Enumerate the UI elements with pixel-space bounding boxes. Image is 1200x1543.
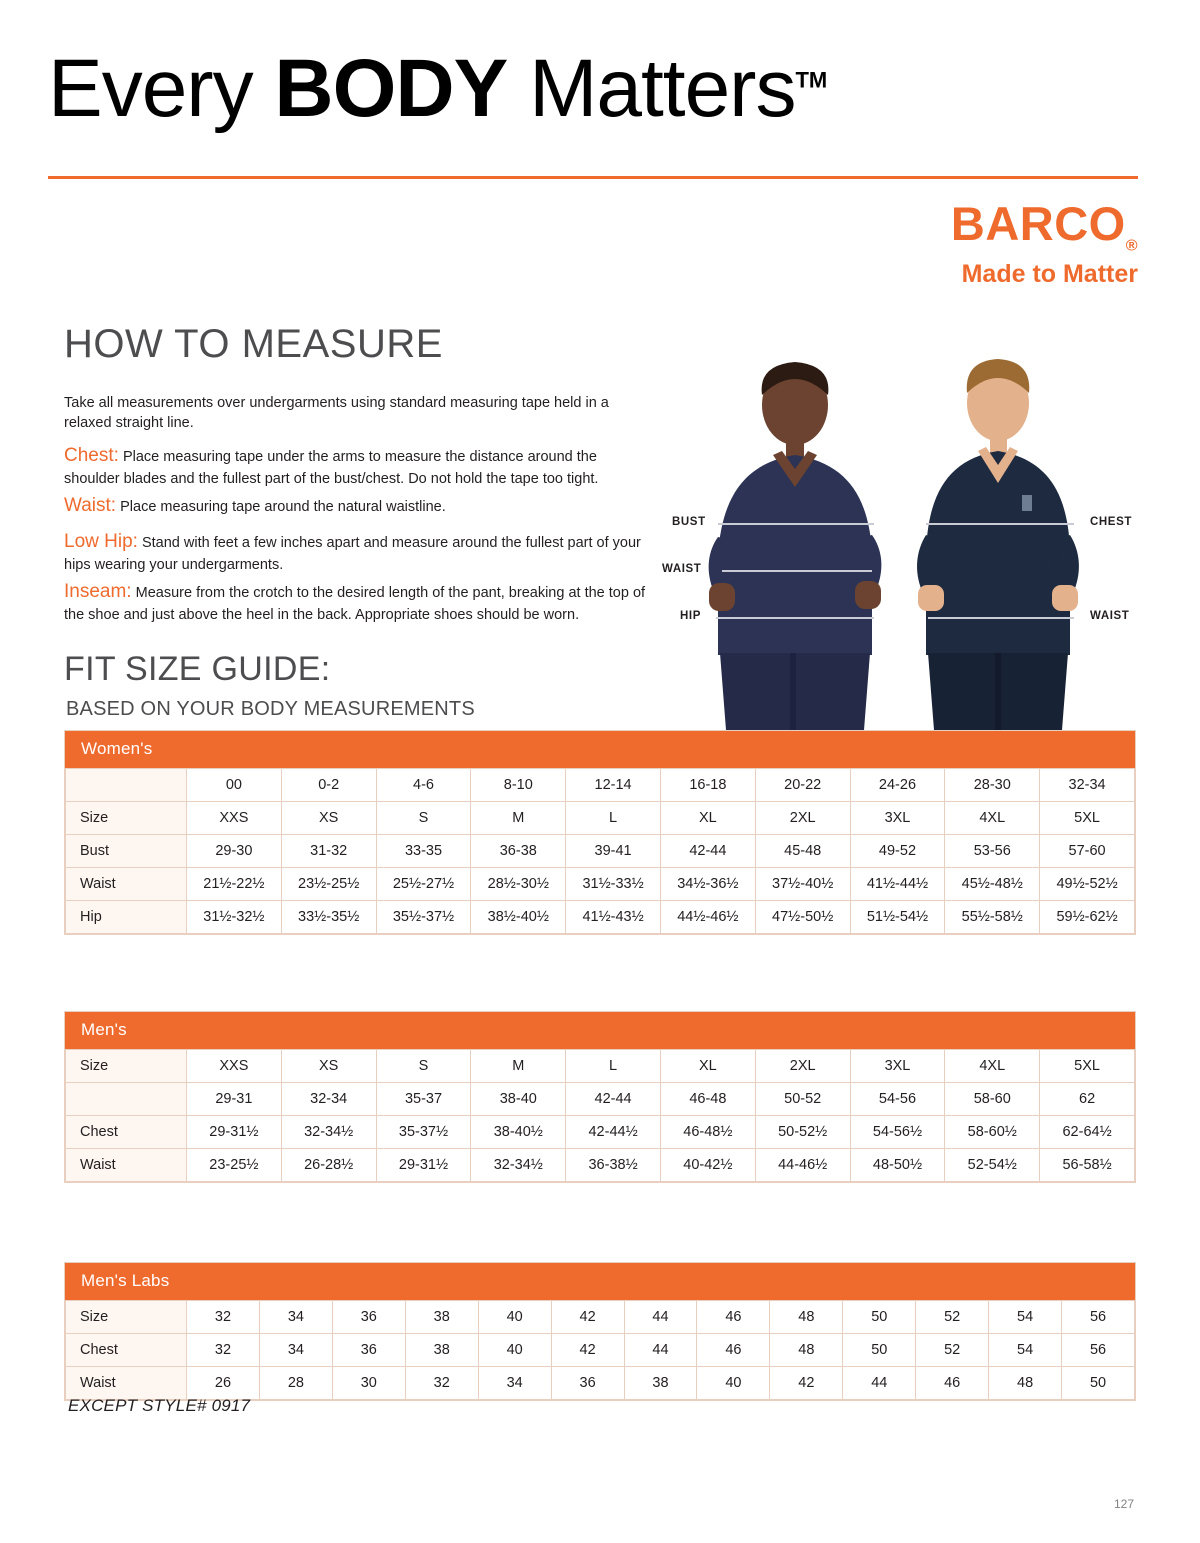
- mens-labs-size-table: [64, 1262, 1136, 1401]
- cell: XXS: [187, 802, 282, 835]
- cell: 46-48½: [660, 1116, 755, 1149]
- cell: 40-42½: [660, 1149, 755, 1182]
- cell: 4-6: [376, 769, 471, 802]
- waist-tape-line-female: [722, 570, 872, 572]
- measure-text-low-hip: Stand with feet a few inches apart and measure around the fullest part of your hips wearing your undergarments.: [64, 535, 641, 574]
- cell: 46: [697, 1301, 770, 1334]
- table-row: [66, 835, 1135, 868]
- row-label: Hip: [66, 901, 187, 934]
- page-number: 127: [1113, 1497, 1134, 1511]
- cell: 48: [989, 1367, 1062, 1400]
- cell: 50: [843, 1301, 916, 1334]
- cell: 2XL: [755, 802, 850, 835]
- row-label: Chest: [66, 1116, 187, 1149]
- cell: 37½-40½: [755, 868, 850, 901]
- cell: 50-52½: [755, 1116, 850, 1149]
- cell: 36: [551, 1367, 624, 1400]
- cell: 26-28½: [281, 1149, 376, 1182]
- table-row: [66, 1367, 1135, 1400]
- row-label: Size: [66, 1050, 187, 1083]
- cell: 54-56: [850, 1083, 945, 1116]
- female-model-figure: [709, 362, 882, 730]
- cell: 32-34½: [281, 1116, 376, 1149]
- label-waist-right: WAIST: [1090, 610, 1130, 622]
- cell: 36: [332, 1334, 405, 1367]
- womens-size-table: [64, 730, 1136, 935]
- cell: 34: [259, 1334, 332, 1367]
- cell: 45½-48½: [945, 868, 1040, 901]
- cell: 38-40½: [471, 1116, 566, 1149]
- hip-tape-line: [716, 617, 874, 619]
- cell: 28: [259, 1367, 332, 1400]
- cell: 35-37½: [376, 1116, 471, 1149]
- cell: 54-56½: [850, 1116, 945, 1149]
- cell: 56-58½: [1040, 1149, 1135, 1182]
- cell: 42-44: [660, 835, 755, 868]
- cell: 53-56: [945, 835, 1040, 868]
- cell: 52-54½: [945, 1149, 1040, 1182]
- cell: 48-50½: [850, 1149, 945, 1182]
- mens-labs-table-title: Men's Labs: [65, 1263, 1135, 1300]
- womens-table-grid: [65, 768, 1135, 934]
- cell: 0-2: [281, 769, 376, 802]
- table-row: [66, 802, 1135, 835]
- cell: 38: [405, 1301, 478, 1334]
- cell: 49-52: [850, 835, 945, 868]
- cell: 29-30: [187, 835, 282, 868]
- row-label: [66, 1083, 187, 1116]
- cell: 46-48: [660, 1083, 755, 1116]
- cell: 58-60: [945, 1083, 1040, 1116]
- measure-text-chest: Place measuring tape under the arms to measure the distance around the shoulder blades and the fullest part of the bust/chest. Do not hold the tape too tight.: [64, 449, 599, 488]
- cell: XS: [281, 1050, 376, 1083]
- table-row: [66, 1301, 1135, 1334]
- cell: 51½-54½: [850, 901, 945, 934]
- cell: 54: [989, 1334, 1062, 1367]
- measure-text-inseam: Measure from the crotch to the desired length of the pant, breaking at the top of the shoe and just above the heel in the back. Appropriate shoes should be worn.: [64, 585, 646, 624]
- how-to-measure-heading: HOW TO MEASURE: [64, 322, 443, 366]
- cell: 41½-44½: [850, 868, 945, 901]
- cell: 29-31: [187, 1083, 282, 1116]
- row-label: Waist: [66, 868, 187, 901]
- cell: 36: [332, 1301, 405, 1334]
- measure-item-inseam: [64, 579, 650, 625]
- table-row: [66, 1334, 1135, 1367]
- cell: M: [471, 1050, 566, 1083]
- cell: 50: [843, 1334, 916, 1367]
- cell: 44: [843, 1367, 916, 1400]
- row-label: Waist: [66, 1367, 187, 1400]
- fit-size-guide-subheading: BASED ON YOUR BODY MEASUREMENTS: [66, 698, 475, 720]
- cell: 28½-30½: [471, 868, 566, 901]
- cell: 33-35: [376, 835, 471, 868]
- cell: 5XL: [1040, 1050, 1135, 1083]
- measure-term-chest: Chest:: [64, 445, 119, 466]
- brand-name-text: BARCO: [950, 197, 1126, 250]
- cell: 4XL: [945, 1050, 1040, 1083]
- cell: 32-34½: [471, 1149, 566, 1182]
- cell: 44-46½: [755, 1149, 850, 1182]
- table-row: [66, 769, 1135, 802]
- cell: 32: [187, 1334, 260, 1367]
- header-divider: [48, 176, 1138, 179]
- cell: 44: [624, 1334, 697, 1367]
- cell: 5XL: [1040, 802, 1135, 835]
- cell: 45-48: [755, 835, 850, 868]
- cell: 35½-37½: [376, 901, 471, 934]
- label-hip: HIP: [680, 610, 701, 622]
- label-chest: CHEST: [1090, 516, 1132, 528]
- bust-tape-line: [718, 523, 874, 525]
- cell: 4XL: [945, 802, 1040, 835]
- male-model-figure: [917, 359, 1079, 730]
- cell: 62-64½: [1040, 1116, 1135, 1149]
- cell: 38: [405, 1334, 478, 1367]
- cell: 59½-62½: [1040, 901, 1135, 934]
- cell: 52: [916, 1301, 989, 1334]
- page-title: [48, 43, 828, 134]
- cell: 46: [697, 1334, 770, 1367]
- measure-item-chest: [64, 443, 650, 489]
- brand-lockup: [950, 197, 1138, 289]
- waist-tape-line-male: [928, 617, 1074, 619]
- title-part-1: Every: [48, 43, 275, 134]
- cell: 3XL: [850, 1050, 945, 1083]
- cell: 36-38½: [566, 1149, 661, 1182]
- cell: 42: [770, 1367, 843, 1400]
- measure-item-waist: [64, 493, 650, 519]
- mens-table-title: Men's: [65, 1012, 1135, 1049]
- mens-size-table: [64, 1011, 1136, 1183]
- row-label: Waist: [66, 1149, 187, 1182]
- cell: 30: [332, 1367, 405, 1400]
- brand-tagline: Made to Matter: [961, 260, 1138, 289]
- cell: 34: [478, 1367, 551, 1400]
- cell: 47½-50½: [755, 901, 850, 934]
- row-label: Size: [66, 1301, 187, 1334]
- cell: 38-40: [471, 1083, 566, 1116]
- cell: 32-34: [281, 1083, 376, 1116]
- cell: 25½-27½: [376, 868, 471, 901]
- cell: 23½-25½: [281, 868, 376, 901]
- title-part-2: BODY: [274, 43, 508, 134]
- cell: XXS: [187, 1050, 282, 1083]
- cell: 42: [551, 1301, 624, 1334]
- row-label: [66, 769, 187, 802]
- cell: XL: [660, 1050, 755, 1083]
- cell: 33½-35½: [281, 901, 376, 934]
- title-part-3: Matters: [507, 43, 796, 134]
- cell: 29-31½: [187, 1116, 282, 1149]
- cell: 3XL: [850, 802, 945, 835]
- table-row: [66, 868, 1135, 901]
- label-bust: BUST: [672, 516, 706, 528]
- cell: 26: [187, 1367, 260, 1400]
- cell: 44½-46½: [660, 901, 755, 934]
- cell: 40: [478, 1301, 551, 1334]
- table-row: [66, 901, 1135, 934]
- cell: 41½-43½: [566, 901, 661, 934]
- cell: 28-30: [945, 769, 1040, 802]
- cell: 29-31½: [376, 1149, 471, 1182]
- cell: 39-41: [566, 835, 661, 868]
- cell: XL: [660, 802, 755, 835]
- cell: S: [376, 1050, 471, 1083]
- cell: 50: [1062, 1367, 1135, 1400]
- cell: 42-44½: [566, 1116, 661, 1149]
- cell: 56: [1062, 1334, 1135, 1367]
- measure-term-inseam: Inseam:: [64, 581, 132, 602]
- mens-table-grid: [65, 1049, 1135, 1182]
- cell: 16-18: [660, 769, 755, 802]
- cell: 34½-36½: [660, 868, 755, 901]
- cell: 12-14: [566, 769, 661, 802]
- cell: 48: [770, 1301, 843, 1334]
- cell: 31½-33½: [566, 868, 661, 901]
- cell: 48: [770, 1334, 843, 1367]
- footnote: EXCEPT STYLE# 0917: [68, 1396, 251, 1415]
- cell: 44: [624, 1301, 697, 1334]
- cell: 56: [1062, 1301, 1135, 1334]
- table-row: [66, 1149, 1135, 1182]
- cell: 55½-58½: [945, 901, 1040, 934]
- cell: 46: [916, 1367, 989, 1400]
- cell: 00: [187, 769, 282, 802]
- cell: 23-25½: [187, 1149, 282, 1182]
- cell: 50-52: [755, 1083, 850, 1116]
- row-label: Bust: [66, 835, 187, 868]
- row-label: Size: [66, 802, 187, 835]
- brand-name: [950, 197, 1138, 255]
- measure-term-waist: Waist:: [64, 495, 117, 516]
- cell: 24-26: [850, 769, 945, 802]
- model-figures: [650, 355, 1150, 730]
- measure-term-low-hip: Low Hip:: [64, 531, 138, 552]
- table-row: [66, 1116, 1135, 1149]
- cell: 20-22: [755, 769, 850, 802]
- models-illustration: [650, 355, 1150, 730]
- cell: 38½-40½: [471, 901, 566, 934]
- row-label: Chest: [66, 1334, 187, 1367]
- cell: 49½-52½: [1040, 868, 1135, 901]
- cell: 40: [478, 1334, 551, 1367]
- cell: 40: [697, 1367, 770, 1400]
- cell: 42: [551, 1334, 624, 1367]
- cell: 42-44: [566, 1083, 661, 1116]
- cell: M: [471, 802, 566, 835]
- cell: 35-37: [376, 1083, 471, 1116]
- cell: 32: [187, 1301, 260, 1334]
- table-row: [66, 1083, 1135, 1116]
- fit-size-guide-heading: FIT SIZE GUIDE:: [64, 650, 331, 688]
- womens-table-title: Women's: [65, 731, 1135, 768]
- measure-text-waist: Place measuring tape around the natural waistline.: [120, 499, 446, 515]
- cell: 2XL: [755, 1050, 850, 1083]
- cell: 54: [989, 1301, 1062, 1334]
- cell: 34: [259, 1301, 332, 1334]
- cell: 31½-32½: [187, 901, 282, 934]
- registered-icon: ®: [1125, 237, 1138, 255]
- cell: 38: [624, 1367, 697, 1400]
- cell: 31-32: [281, 835, 376, 868]
- label-waist-left: WAIST: [662, 563, 702, 575]
- chest-tape-line-male: [926, 523, 1074, 525]
- cell: L: [566, 802, 661, 835]
- cell: S: [376, 802, 471, 835]
- how-to-measure-intro: Take all measurements over undergarments using standard measuring tape held in a relaxed straight line.: [64, 395, 609, 431]
- cell: 57-60: [1040, 835, 1135, 868]
- measure-item-low-hip: [64, 529, 650, 575]
- mens-labs-table-grid: [65, 1300, 1135, 1400]
- cell: L: [566, 1050, 661, 1083]
- cell: 52: [916, 1334, 989, 1367]
- cell: 62: [1040, 1083, 1135, 1116]
- trademark-symbol: TM: [795, 67, 828, 93]
- cell: 58-60½: [945, 1116, 1040, 1149]
- cell: 32: [405, 1367, 478, 1400]
- cell: 8-10: [471, 769, 566, 802]
- cell: XS: [281, 802, 376, 835]
- table-row: [66, 1050, 1135, 1083]
- cell: 21½-22½: [187, 868, 282, 901]
- cell: 32-34: [1040, 769, 1135, 802]
- cell: 36-38: [471, 835, 566, 868]
